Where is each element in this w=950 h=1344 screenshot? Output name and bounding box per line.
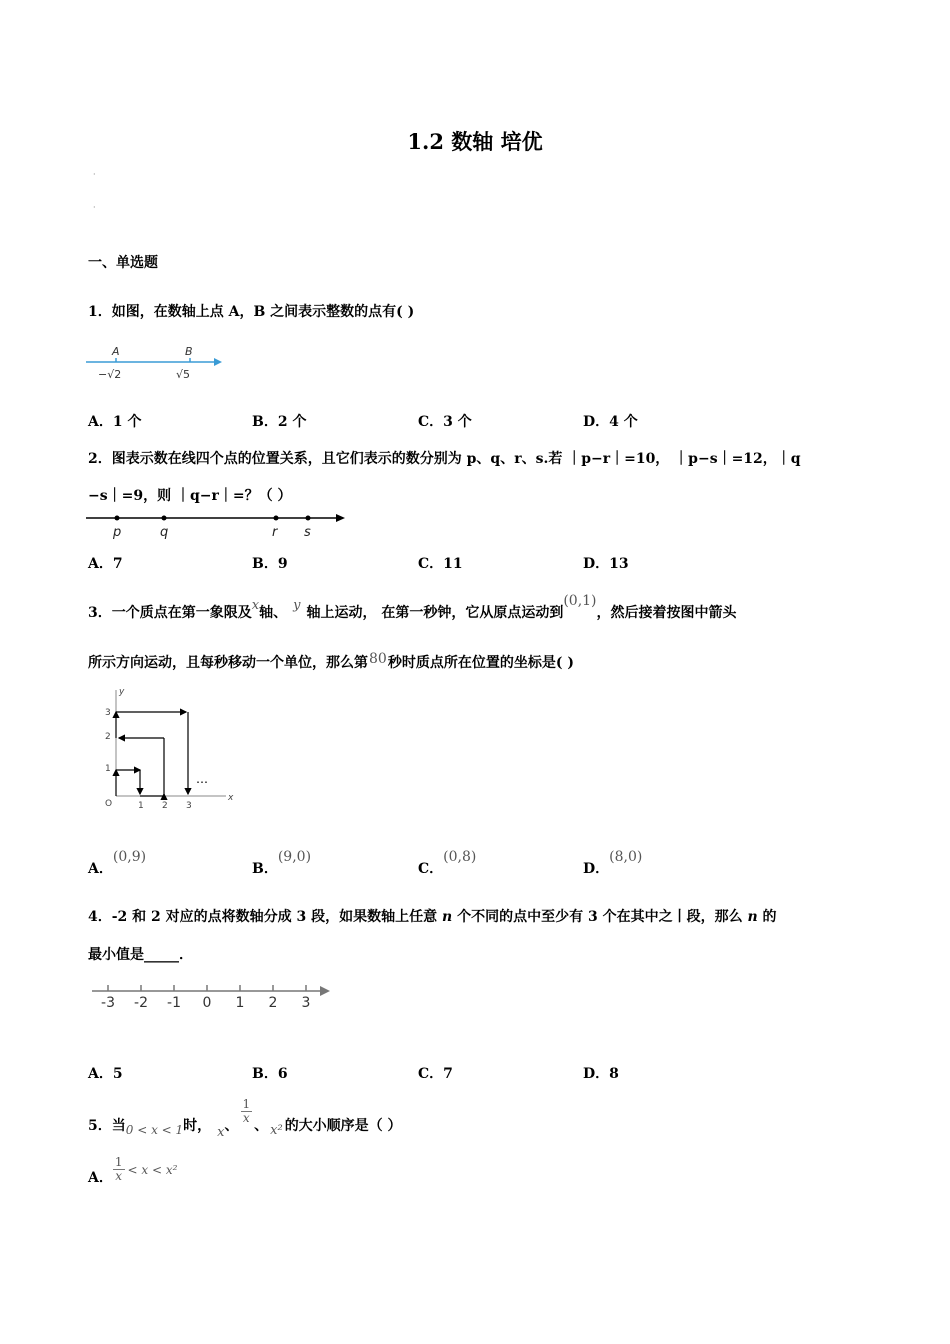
q2-stem-line1: 2．图表示数在线四个点的位置关系，且它们表示的数分别为 p、q、r、s.若 ｜p−r｜=10， ｜p−s｜=12，｜q [88,451,801,467]
stray-mark: · [93,170,96,179]
q3-y-tick-1: 1 [105,764,111,774]
q3-option-c-label: C． [418,861,444,877]
q2-option-c: C．11 [418,556,463,572]
q3-option-a-label: A． [88,861,113,877]
q3-x-tick-2: 2 [162,801,168,811]
q4-axis-arrow-icon [320,986,330,996]
q3-x-tick-3: 3 [186,801,192,811]
q3-option-a-value: (0,9) [112,849,147,865]
q3-option-c-value: (0,8) [443,849,477,865]
q2-number-line-figure [84,508,354,544]
q4-stem-line2: 最小值是_____． [88,947,193,963]
q3-path-figure [100,686,240,814]
q3-stem-part4: ，然后接着按图中箭头 [596,605,737,621]
q4-tick-label: 3 [301,995,311,1011]
q3-option-a [88,846,147,877]
q1-value-b: √5 [176,368,191,381]
q3-option-c [418,846,477,877]
q3-stem-line1 [88,593,737,622]
q3-option-b-value: (9,0) [277,849,312,865]
q2-point-s [306,516,311,521]
q3-stem-part3: 轴上运动， 在第一秒钟，它从原点运动到 [306,605,564,621]
q5-sep-2: 、 [254,1117,269,1134]
section-heading: 一、单选题 [88,255,158,271]
q3-var-x: x [251,598,260,613]
q2-point-q [162,516,167,521]
q2-label-s: s [304,525,311,540]
q3-x-axis-label: x [228,793,234,803]
q1-option-d: D．4 个 [583,414,638,430]
q3-var-y: y [293,598,301,613]
q4-stem-part-b: 个不同的点中至少有 3 个在其中之丨段，那么 [452,909,748,925]
q1-stem: 1．如图，在数轴上点 A，B 之间表示整数的点有( ) [88,304,415,320]
q5-option-a-expr: < x < x² [127,1162,178,1177]
q5-stem [88,1097,402,1140]
q3-option-d-value: (8,0) [609,849,643,865]
q3-stem-line2-part2: 秒时质点所在位置的坐标是( ) [387,655,574,671]
q4-option-b: B．6 [252,1066,288,1082]
q4-option-c: C．7 [418,1066,453,1082]
q3-y-tick-2: 2 [105,732,111,742]
q5-term-x-squared: x² [270,1122,283,1138]
q3-ellipsis: … [196,772,208,786]
q2-point-r [274,516,279,521]
q2-label-p: p [113,525,122,540]
q3-option-b [252,846,312,877]
q1-option-b: B．2 个 [252,414,307,430]
q5-option-a-frac-den: x [115,1169,123,1183]
q1-option-a: A．1 个 [88,414,142,430]
q4-stem-part-c: 的 [757,909,777,925]
q1-option-c: C．3 个 [418,414,472,430]
q5-option-a-frac-num: 1 [114,1155,123,1169]
q2-label-q: q [160,525,169,540]
q3-origin-label: O [105,799,113,809]
q2-label-r: r [272,525,278,540]
q1-number-line-figure [84,340,234,388]
q4-tick-label: 0 [202,995,212,1011]
q5-sep-1: 、 [224,1117,239,1134]
q2-option-b: B．9 [252,556,288,572]
q5-stem-part1: 5．当 [88,1117,126,1134]
q3-option-d-label: D． [583,861,610,877]
q2-stem-line2: −s｜=9，则 ｜q−r｜=？（ ） [88,488,292,504]
q5-stem-part3: 的大小顺序是（ ） [284,1117,402,1134]
q2-point-p [115,516,120,521]
q4-var-n: n [442,909,453,925]
q4-stem-part-a: 4．-2 和 2 对应的点将数轴分成 3 段，如果数轴上任意 [88,909,443,925]
q4-var-n-2: n [747,909,758,925]
page-title: 1.2 数轴 培优 [407,129,543,154]
q5-frac-den: x [242,1111,250,1125]
q1-value-a: −√2 [98,368,122,381]
q5-option-a-frac [113,1156,125,1183]
q4-option-d: D．8 [583,1066,619,1082]
q4-option-a: A．5 [88,1066,123,1082]
q3-start-point: (0,1) [563,593,597,609]
q3-stem-part2: 轴、 [259,605,288,621]
q3-y-tick-3: 3 [105,708,111,718]
q5-term-x: x [217,1124,225,1140]
q3-y-axis-label: y [119,687,125,697]
q4-tick-label: 2 [268,995,278,1011]
q2-axis-arrow-icon [336,514,345,522]
q1-label-a: A [112,345,120,358]
q1-axis-arrow-icon [214,358,222,366]
q4-tick-label: -3 [101,995,115,1011]
q4-ticks [101,985,310,1011]
q5-frac-num: 1 [242,1097,251,1111]
q4-number-line-figure [88,983,338,1017]
q2-option-a: A．7 [88,556,123,572]
q4-stem-line1 [88,906,777,926]
q4-tick-label: -1 [167,995,181,1011]
q1-label-b: B [185,345,193,358]
q5-stem-part2: 时， [183,1117,212,1134]
q3-option-d [583,846,643,877]
q5-option-a [88,1155,178,1186]
stray-mark: · [93,203,96,212]
q5-condition: 0 < x < 1 [125,1122,184,1137]
q5-frac-1-over-x [241,1098,253,1125]
q3-stem-line2-part1: 所示方向运动，且每秒移动一个单位，那么第 [88,655,368,671]
q4-tick-label: 1 [235,995,245,1011]
q3-stem-part1: 3．一个质点在第一象限及 [88,605,252,621]
q3-stem-line2 [88,652,574,672]
q3-option-b-label: B． [252,861,278,877]
q4-tick-label: -2 [134,995,148,1011]
q2-option-d: D．13 [583,556,629,572]
q5-option-a-label: A． [88,1169,113,1186]
q3-seconds: 80 [369,651,387,667]
q3-x-tick-1: 1 [138,801,144,811]
